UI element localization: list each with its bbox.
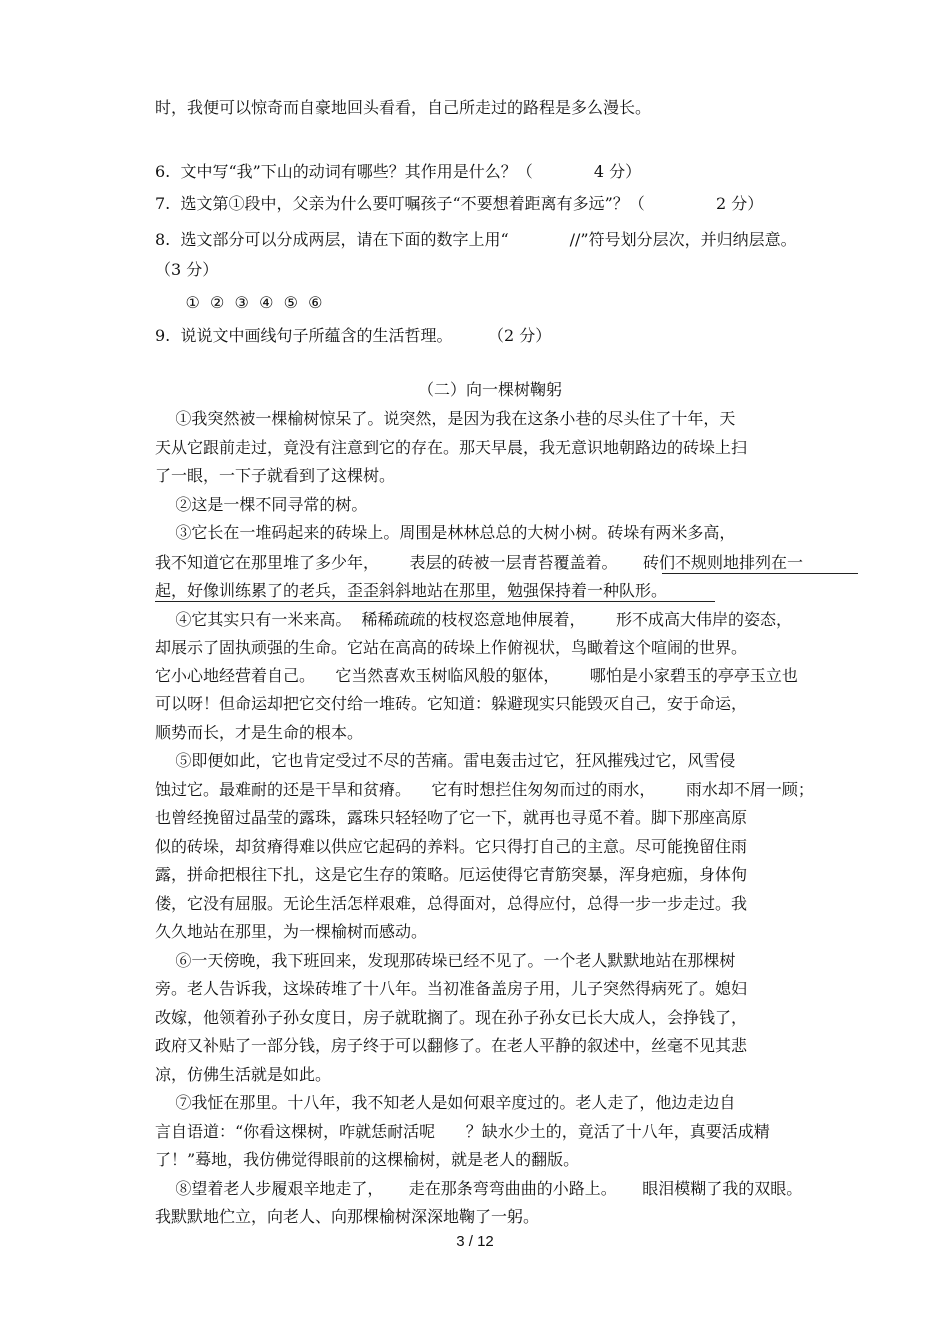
passage-line: 偻，它没有屈服。无论生活怎样艰难，总得面对，总得应付，总得一步一步走过。我 [155, 894, 748, 913]
passage-line: ④它其实只有一米来高。 稀稀疏疏的枝杈恣意地伸展着， 形不成高大伟岸的姿态， [155, 610, 793, 629]
passage-line: 起，好像训练累了的老兵，歪歪斜斜地站在那里，勉强保持着一种队形。 [155, 581, 668, 600]
intro-line: 时，我便可以惊奇而自豪地回头看看，自己所走过的路程是多么漫长。 [155, 98, 652, 117]
passage-line: 也曾经挽留过晶莹的露珠，露珠只轻轻吻了它一下，就再也寻觅不着。脚下那座高原 [155, 808, 748, 827]
question-8-score: （3 分） [155, 260, 219, 279]
passage-line: 改嫁，他领着孙子孙女度日，房子就耽搁了。现在孙子孙女已长大成人，会挣钱了， [155, 1008, 748, 1027]
question-9: 9. 说说文中画线句子所蕴含的生活哲理。 （2 分） [155, 326, 552, 345]
passage-line: 天从它跟前走过，竟没有注意到它的存在。那天早晨，我无意识地朝路边的砖垛上扫 [155, 438, 748, 457]
section-title: （二）向一棵树鞠躬 [418, 380, 563, 399]
passage-line: ⑦我怔在那里。十八年，我不知老人是如何艰辛度过的。老人走了，他边走边自 [155, 1093, 736, 1112]
passage-line: 凉，仿佛生活就是如此。 [155, 1065, 332, 1084]
passage-line: 它小心地经营着自己。 它当然喜欢玉树临风般的躯体， 哪怕是小家碧玉的亭亭玉立也 [155, 666, 798, 685]
passage-line: 旁。老人告诉我，这垛砖堆了十八年。当初准备盖房子用，儿子突然得病死了。媳妇 [155, 979, 748, 998]
question-8-numbers: ① ② ③ ④ ⑤ ⑥ [155, 293, 323, 312]
passage-line: 可以呀！但命运却把它交付给一堆砖。它知道：躲避现实只能毁灭自己，安于命运， [155, 694, 748, 713]
question-8: 8. 选文部分可以分成两层，请在下面的数字上用“ //”符号划分层次，并归纳层意。 [155, 230, 797, 249]
passage-line: ⑥一天傍晚，我下班回来，发现那砖垛已经不见了。一个老人默默地站在那棵树 [155, 951, 736, 970]
passage-line: 了一眼，一下子就看到了这棵树。 [155, 466, 396, 485]
passage-line: ②这是一棵不同寻常的树。 [155, 495, 368, 514]
passage-line: 却展示了固执顽强的生命。它站在高高的砖垛上作俯视状，鸟瞰着这个喧闹的世界。 [155, 638, 748, 657]
passage-line: ③它长在一堆码起来的砖垛上。周围是林林总总的大树小树。砖垛有两米多高， [155, 523, 736, 542]
passage-line: 顺势而长，才是生命的根本。 [155, 723, 364, 742]
underlined-sentence-line-1 [662, 573, 858, 574]
passage-line: 我默默地伫立，向老人、向那棵榆树深深地鞠了一躬。 [155, 1207, 540, 1226]
passage-line: ⑤即便如此，它也肯定受过不尽的苦痛。雷电轰击过它，狂风摧残过它，风雪侵 [155, 751, 736, 770]
passage-line: ①我突然被一棵榆树惊呆了。说突然，是因为我在这条小巷的尽头住了十年，天 [155, 409, 736, 428]
passage-line: ⑧望着老人步履艰辛地走了， 走在那条弯弯曲曲的小路上。 眼泪模糊了我的双眼。 [155, 1179, 803, 1198]
passage-line: 似的砖垛，却贫瘠得难以供应它起码的养料。它只得打自己的主意。尽可能挽留住雨 [155, 837, 748, 856]
page-number: 3 / 12 [456, 1233, 494, 1250]
passage-line: 露，拼命把根往下扎，这是它生存的策略。厄运使得它青筋突暴，浑身疤痂，身体佝 [155, 865, 748, 884]
passage-line: 我不知道它在那里堆了多少年， 表层的砖被一层青苔覆盖着。 砖们不规则地排列在一 [155, 553, 803, 572]
underlined-sentence-line-2 [155, 601, 715, 602]
passage-line: 蚀过它。最难耐的还是干旱和贫瘠。 它有时想拦住匆匆而过的雨水， 雨水却不屑一顾； [155, 780, 814, 799]
passage-line: 久久地站在那里，为一棵榆树而感动。 [155, 922, 428, 941]
question-6: 6. 文中写“我”下山的动词有哪些？其作用是什么？（ 4 分） [155, 162, 642, 181]
passage-line: 言自语道：“你看这棵树，咋就恁耐活呢 ？缺水少土的，竟活了十八年，真要活成精 [155, 1122, 770, 1141]
passage-line: 了！”蓦地，我仿佛觉得眼前的这棵榆树，就是老人的翻版。 [155, 1150, 580, 1169]
passage-line: 政府又补贴了一部分钱，房子终于可以翻修了。在老人平静的叙述中，丝毫不见其悲 [155, 1036, 748, 1055]
question-7: 7. 选文第①段中，父亲为什么要叮嘱孩子“不要想着距离有多远”？（ 2 分） [155, 194, 764, 213]
